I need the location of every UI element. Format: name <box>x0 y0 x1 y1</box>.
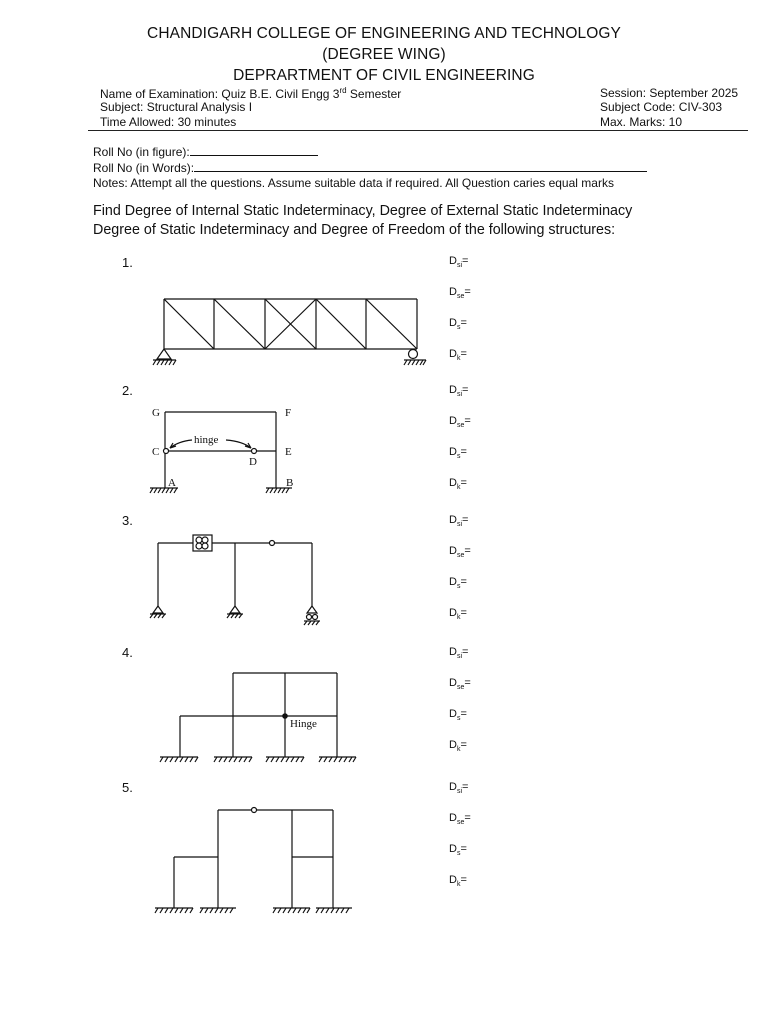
hinge-label: hinge <box>194 434 219 446</box>
college-name: CHANDIGARH COLLEGE OF ENGINEERING AND TECHNOLOGY <box>147 25 621 42</box>
answer-ds[interactable]: $D_s=$ <box>449 708 467 723</box>
answer-ds[interactable]: $D_s=$ <box>449 317 467 332</box>
answer-dse[interactable]: $D_{se}=$ <box>449 677 471 692</box>
label-d: D <box>249 456 257 468</box>
answer-dsi[interactable]: $D_{si}=$ <box>449 384 469 399</box>
answer-dk[interactable]: $D_k=$ <box>449 739 467 754</box>
answer-dse[interactable]: $D_{se}=$ <box>449 415 471 430</box>
answer-ds[interactable]: $D_s=$ <box>449 576 467 591</box>
question-1-number: 1. <box>122 255 133 270</box>
answer-dsi[interactable]: $D_{si}=$ <box>449 514 469 529</box>
instruction-line-1: Find Degree of Internal Static Indeterminacy, Degree of External Static Indeterminacy <box>93 203 633 219</box>
subject-code: Subject Code: CIV-303 <box>600 100 723 114</box>
roll-words-label: Roll No (in Words): <box>93 161 195 175</box>
answer-dse[interactable]: $D_{se}=$ <box>449 812 471 827</box>
frame-members <box>174 810 333 908</box>
answer-dk[interactable]: $D_k=$ <box>449 348 467 363</box>
notes: Notes: Attempt all the questions. Assume suitable data if required. All Question caries equal marks <box>93 176 614 190</box>
answer-dsi[interactable]: $D_{si}=$ <box>449 646 469 661</box>
label-b: B <box>286 477 294 489</box>
wing-name: (DEGREE WING) <box>322 46 446 63</box>
question-3-number: 3. <box>122 513 133 528</box>
answer-dse[interactable]: $D_{se}=$ <box>449 286 471 301</box>
answer-dsi[interactable]: $D_{si}=$ <box>449 781 469 796</box>
answer-dse[interactable]: $D_{se}=$ <box>449 545 471 560</box>
fixed-supports <box>155 908 352 913</box>
time-allowed: Time Allowed: 30 minutes <box>100 115 237 129</box>
question-4-number: 4. <box>122 645 133 660</box>
roll-figure-label: Roll No (in figure): <box>93 145 190 159</box>
answer-ds[interactable]: $D_s=$ <box>449 446 467 461</box>
instruction-line-2: Degree of Static Indeterminacy and Degree of Freedom of the following structures: <box>93 222 616 238</box>
answer-dk[interactable]: $D_k=$ <box>449 607 467 622</box>
question-2-number: 2. <box>122 383 133 398</box>
answer-dk[interactable]: $D_k=$ <box>449 874 467 889</box>
hinge-icon <box>252 808 257 813</box>
hinge-label: Hinge <box>290 718 317 730</box>
exam-name: Name of Examination: Quiz B.E. Civil Engg 3rd Semester <box>100 86 402 101</box>
label-c: C <box>152 446 160 458</box>
label-e: E <box>285 446 292 458</box>
answer-dk[interactable]: $D_k=$ <box>449 477 467 492</box>
department-name: DEPRARTMENT OF CIVIL ENGINEERING <box>233 67 535 84</box>
max-marks: Max. Marks: 10 <box>600 115 683 129</box>
label-f: F <box>285 407 292 419</box>
label-g: G <box>152 407 160 419</box>
answer-ds[interactable]: $D_s=$ <box>449 843 467 858</box>
subject: Subject: Structural Analysis I <box>100 100 253 114</box>
session: Session: September 2025 <box>600 86 739 100</box>
question-5-number: 5. <box>122 780 133 795</box>
answer-dsi[interactable]: $D_{si}=$ <box>449 255 469 270</box>
label-a: A <box>168 477 176 489</box>
